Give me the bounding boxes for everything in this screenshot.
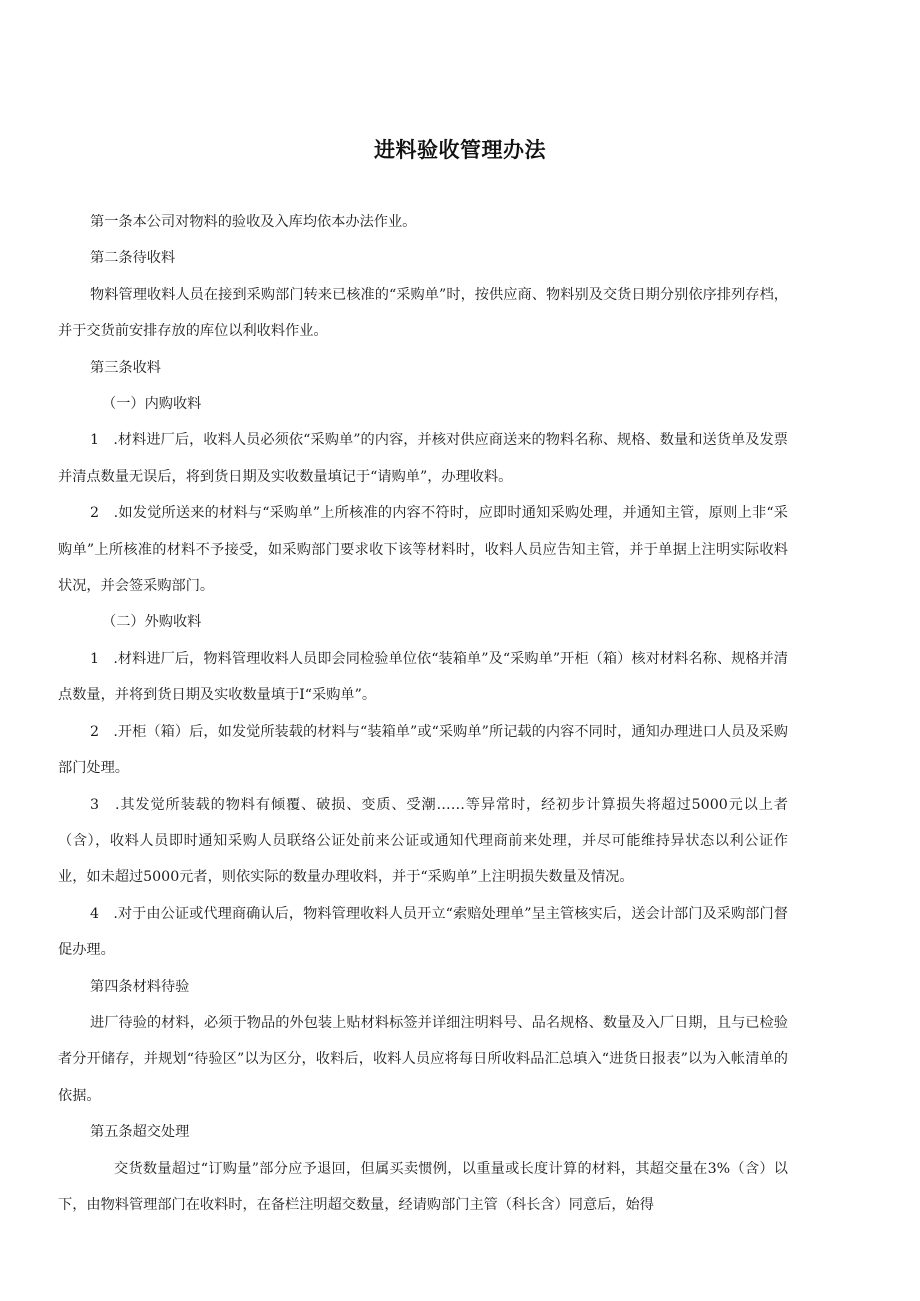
article-3-heading: 第三条收料 [90,359,161,376]
article-5-heading: 第五条超交处理 [90,1124,190,1141]
article-1: 第一条本公司对物料的验收及入库均依本办法作业。 [90,214,417,230]
external-item-2: 2 .开柜（箱）后，如发觉所装载的材料与“装箱单”或“采购单”所记载的内容不同时，通知办理进口人员及采购部门处理。 [58,723,788,777]
external-item-3: 3 .其发觉所装载的物料有倾覆、破损、变质、受潮……等异常时，经初步计算损失将超过5000元以上者（含），收料人员即时通知采购人员联络公证处前来公证或通知代理商前来处理，并尽可能维持异状态以利公证作业，如未超过5000元者，则依实际的数量办理收料，并于“采购单”上注明损失数量及情况。 [58,796,788,886]
section-internal-heading: （一）内购收料 [102,396,202,413]
article-5-text: 交货数量超过“订购量”部分应予退回，但属买卖惯例，以重量或长度计算的材料，其超交量在3%（含）以下，由物料管理部门在收料时，在备栏注明超交数量，经请购部门主管（科长含）同意后，始得 [58,1160,788,1213]
article-4-text: 进厂待验的材料，必须于物品的外包装上贴材料标签并详细注明料号、品名规格、数量及入厂日期，且与已检验者分开储存，并规划“待验区”以为区分，收料后，收料人员应将每日所收料品汇总填入“进货日报表”以为入帐清单的依据。 [58,1014,788,1104]
document-title: 进料验收管理办法 [374,138,546,162]
external-item-1: 1 .材料进厂后，物料管理收料人员即会同检验单位依“装箱单”及“采购单”开柜（箱）核对材料名称、规格并清点数量，并将到货日期及实收数量填于I“采购单”。 [58,650,788,704]
article-2-heading: 第二条待收料 [90,250,176,267]
article-2-text: 物料管理收料人员在接到采购部门转来已核准的“采购单”时，按供应商、物料别及交货日期分别依序排列存档，并于交货前安排存放的库位以利收料作业。 [58,286,788,340]
article-4-heading: 第四条材料待验 [90,978,190,995]
external-item-4: 4 .对于由公证或代理商确认后，物料管理收料人员开立“索赔处理单”呈主管核实后，送会计部门及采购部门督促办理。 [58,905,788,959]
internal-item-2: 2 .如发觉所送来的材料与“采购单”上所核准的内容不符时，应即时通知采购处理，并通知主管，原则上非“采购单”上所核准的材料不予接受，如采购部门要求收下该等材料时，收料人员应告知主管，并于单据上注明实际收料状况，并会签采购部门。 [58,505,788,595]
section-external-heading: （二）外购收料 [102,614,202,631]
document-body [58,204,788,1223]
internal-item-1: 1 .材料进厂后，收料人员必须依“采购单”的内容，并核对供应商送来的物料名称、规格、数量和送货单及发票并清点数量无误后，将到货日期及实收数量填记于“请购单”，办理收料。 [58,432,788,485]
